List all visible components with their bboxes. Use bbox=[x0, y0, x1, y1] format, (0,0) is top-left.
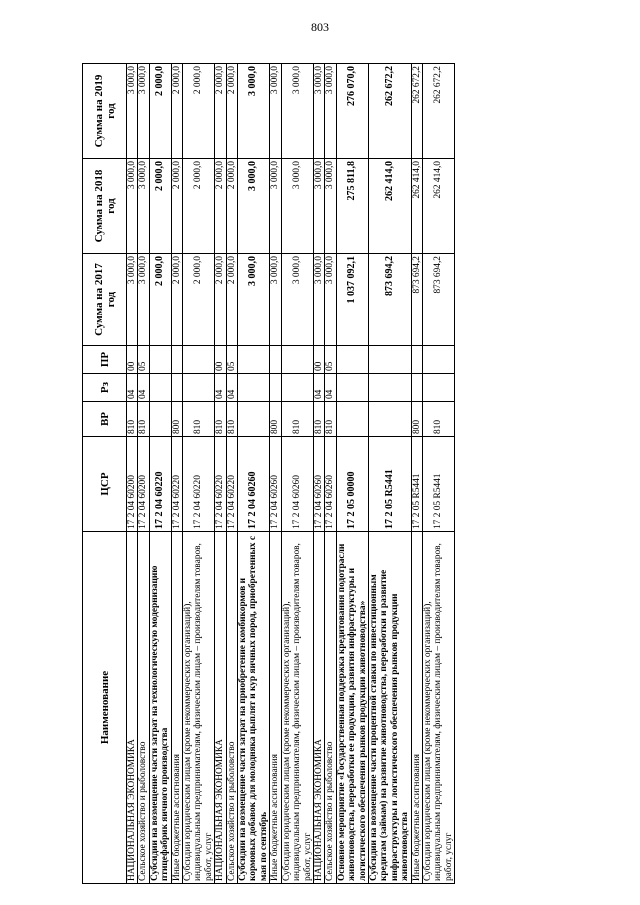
cell-rz bbox=[270, 374, 281, 402]
header-rz: Рз bbox=[83, 374, 127, 402]
cell-csr: 17 2 04 60220 bbox=[171, 437, 182, 532]
cell-sum-2019: 2 000,0 bbox=[171, 64, 182, 159]
cell-pr bbox=[368, 346, 411, 374]
cell-sum-2019: 3 000,0 bbox=[281, 64, 313, 159]
cell-sum-2018: 2 000,0 bbox=[171, 159, 182, 254]
header-vr: ВР bbox=[83, 402, 127, 437]
cell-csr: 17 2 04 60260 bbox=[325, 437, 336, 532]
cell-vr bbox=[149, 402, 171, 437]
cell-sum-2017: 873 694,2 bbox=[368, 254, 411, 346]
cell-sum-2018: 2 000,0 bbox=[215, 159, 226, 254]
cell-sum-2018: 262 414,0 bbox=[368, 159, 411, 254]
cell-rz: 04 bbox=[313, 374, 324, 402]
cell-vr: 810 bbox=[215, 402, 226, 437]
cell-pr: 05 bbox=[325, 346, 336, 374]
cell-sum-2017: 3 000,0 bbox=[127, 254, 138, 346]
cell-rz: 04 bbox=[325, 374, 336, 402]
cell-sum-2019: 3 000,0 bbox=[313, 64, 324, 159]
cell-pr bbox=[422, 346, 454, 374]
cell-rz bbox=[238, 374, 270, 402]
cell-name: Иные бюджетные ассигнования bbox=[411, 532, 422, 884]
cell-pr bbox=[411, 346, 422, 374]
cell-sum-2019: 3 000,0 bbox=[127, 64, 138, 159]
cell-rz: 04 bbox=[226, 374, 237, 402]
cell-rz: 04 bbox=[127, 374, 138, 402]
cell-name: Субсидии на возмещение части затрат на приобретение комбикормов и кормовых добавок для молодняка цыплят и кур яичных пород, приобретенных с мая по сентябрь bbox=[238, 532, 270, 884]
cell-vr: 810 bbox=[281, 402, 313, 437]
cell-pr bbox=[238, 346, 270, 374]
cell-pr: 00 bbox=[127, 346, 138, 374]
cell-rz bbox=[183, 374, 215, 402]
cell-rz bbox=[281, 374, 313, 402]
cell-name: Иные бюджетные ассигнования bbox=[270, 532, 281, 884]
cell-sum-2019: 2 000,0 bbox=[149, 64, 171, 159]
cell-name: Сельское хозяйство и рыболовство bbox=[325, 532, 336, 884]
cell-sum-2019: 276 070,0 bbox=[336, 64, 368, 159]
cell-sum-2019: 3 000,0 bbox=[138, 64, 149, 159]
cell-vr: 800 bbox=[171, 402, 182, 437]
header-sum-2019: Сумма на 2019 год bbox=[83, 64, 127, 159]
table-row bbox=[325, 64, 336, 884]
table-row bbox=[336, 64, 368, 884]
cell-csr: 17 2 04 60260 bbox=[238, 437, 270, 532]
cell-vr: 810 bbox=[138, 402, 149, 437]
cell-sum-2018: 3 000,0 bbox=[313, 159, 324, 254]
cell-vr: 810 bbox=[183, 402, 215, 437]
cell-vr: 800 bbox=[411, 402, 422, 437]
table-row bbox=[171, 64, 182, 884]
cell-pr bbox=[149, 346, 171, 374]
cell-name: Субсидии на возмещение части процентной ставки по инвестиционным кредитам (займам) на развитие животноводства, переработки и развитие инфраструктуры и логистического обеспечения рынков продукции животноводства bbox=[368, 532, 411, 884]
cell-sum-2018: 262 414,0 bbox=[422, 159, 454, 254]
cell-sum-2017: 2 000,0 bbox=[226, 254, 237, 346]
cell-csr: 17 2 04 60200 bbox=[127, 437, 138, 532]
cell-vr: 810 bbox=[226, 402, 237, 437]
cell-csr: 17 2 05 R5441 bbox=[422, 437, 454, 532]
cell-rz bbox=[368, 374, 411, 402]
cell-vr bbox=[238, 402, 270, 437]
cell-rz bbox=[336, 374, 368, 402]
cell-sum-2017: 873 694,2 bbox=[411, 254, 422, 346]
cell-name: Сельское хозяйство и рыболовство bbox=[226, 532, 237, 884]
cell-sum-2018: 3 000,0 bbox=[281, 159, 313, 254]
cell-sum-2018: 3 000,0 bbox=[270, 159, 281, 254]
cell-sum-2017: 3 000,0 bbox=[325, 254, 336, 346]
cell-name: НАЦИОНАЛЬНАЯ ЭКОНОМИКА bbox=[127, 532, 138, 884]
table-row bbox=[127, 64, 138, 884]
cell-csr: 17 2 04 60200 bbox=[138, 437, 149, 532]
table-header-row bbox=[83, 64, 127, 884]
cell-vr: 800 bbox=[270, 402, 281, 437]
header-sum-2017: Сумма на 2017 год bbox=[83, 254, 127, 346]
budget-table bbox=[82, 63, 455, 884]
cell-name: Основное мероприятие «Государственная поддержка кредитования подотрасли животноводства, переработки ее продукции, развития инфраструктуры и логистического обеспечения рынков продукции животноводства» bbox=[336, 532, 368, 884]
cell-csr: 17 2 04 60260 bbox=[270, 437, 281, 532]
table-row bbox=[226, 64, 237, 884]
cell-sum-2018: 2 000,0 bbox=[149, 159, 171, 254]
cell-csr: 17 2 04 60260 bbox=[313, 437, 324, 532]
cell-rz bbox=[171, 374, 182, 402]
table-row bbox=[281, 64, 313, 884]
cell-sum-2018: 2 000,0 bbox=[183, 159, 215, 254]
cell-sum-2017: 3 000,0 bbox=[313, 254, 324, 346]
cell-vr bbox=[368, 402, 411, 437]
cell-pr bbox=[336, 346, 368, 374]
cell-name: Субсидии юридическим лицам (кроме некоммерческих организаций), индивидуальным предпринимателям, физическим лицам – производителям товаров, работ, услуг bbox=[281, 532, 313, 884]
cell-sum-2018: 275 811,8 bbox=[336, 159, 368, 254]
cell-sum-2017: 873 694,2 bbox=[422, 254, 454, 346]
cell-pr: 00 bbox=[313, 346, 324, 374]
cell-pr: 05 bbox=[138, 346, 149, 374]
table-row bbox=[411, 64, 422, 884]
cell-vr: 810 bbox=[313, 402, 324, 437]
cell-csr: 17 2 04 60220 bbox=[215, 437, 226, 532]
cell-name: НАЦИОНАЛЬНАЯ ЭКОНОМИКА bbox=[215, 532, 226, 884]
cell-name: НАЦИОНАЛЬНАЯ ЭКОНОМИКА bbox=[313, 532, 324, 884]
cell-sum-2018: 3 000,0 bbox=[138, 159, 149, 254]
cell-sum-2018: 3 000,0 bbox=[325, 159, 336, 254]
cell-rz bbox=[149, 374, 171, 402]
rotated-table-container bbox=[82, 64, 552, 884]
cell-rz: 04 bbox=[215, 374, 226, 402]
cell-sum-2019: 2 000,0 bbox=[183, 64, 215, 159]
cell-sum-2019: 3 000,0 bbox=[270, 64, 281, 159]
table-row bbox=[313, 64, 324, 884]
table-row bbox=[270, 64, 281, 884]
header-sum-2018: Сумма на 2018 год bbox=[83, 159, 127, 254]
cell-sum-2017: 2 000,0 bbox=[149, 254, 171, 346]
cell-csr: 17 2 05 00000 bbox=[336, 437, 368, 532]
cell-vr: 810 bbox=[422, 402, 454, 437]
cell-pr bbox=[171, 346, 182, 374]
table-row bbox=[422, 64, 454, 884]
table-row bbox=[149, 64, 171, 884]
cell-sum-2017: 2 000,0 bbox=[215, 254, 226, 346]
cell-sum-2019: 2 000,0 bbox=[215, 64, 226, 159]
cell-sum-2019: 2 000,0 bbox=[226, 64, 237, 159]
cell-pr bbox=[281, 346, 313, 374]
cell-sum-2017: 1 037 092,1 bbox=[336, 254, 368, 346]
cell-sum-2018: 2 000,0 bbox=[226, 159, 237, 254]
cell-csr: 17 2 04 60260 bbox=[281, 437, 313, 532]
cell-rz bbox=[411, 374, 422, 402]
header-pr: ПР bbox=[83, 346, 127, 374]
table-row bbox=[183, 64, 215, 884]
cell-vr: 810 bbox=[325, 402, 336, 437]
cell-vr bbox=[336, 402, 368, 437]
table-row bbox=[138, 64, 149, 884]
cell-pr: 00 bbox=[215, 346, 226, 374]
cell-sum-2017: 2 000,0 bbox=[171, 254, 182, 346]
cell-sum-2019: 262 672,2 bbox=[422, 64, 454, 159]
page-number: 803 bbox=[311, 20, 329, 34]
cell-name: Иные бюджетные ассигнования bbox=[171, 532, 182, 884]
cell-pr bbox=[183, 346, 215, 374]
table-row bbox=[368, 64, 411, 884]
cell-csr: 17 2 04 60220 bbox=[183, 437, 215, 532]
cell-pr bbox=[270, 346, 281, 374]
header-csr: ЦСР bbox=[83, 437, 127, 532]
cell-sum-2017: 2 000,0 bbox=[183, 254, 215, 346]
cell-sum-2019: 262 672,2 bbox=[368, 64, 411, 159]
cell-rz bbox=[422, 374, 454, 402]
cell-name: Субсидии юридическим лицам (кроме некоммерческих организаций), индивидуальным предпринимателям, физическим лицам – производителям товаров, работ, услуг bbox=[183, 532, 215, 884]
cell-csr: 17 2 04 60220 bbox=[149, 437, 171, 532]
table-row bbox=[238, 64, 270, 884]
cell-vr: 810 bbox=[127, 402, 138, 437]
cell-name: Субсидии на возмещение части затрат на технологическую модернизацию птицефабрик яичного производства bbox=[149, 532, 171, 884]
cell-sum-2017: 3 000,0 bbox=[281, 254, 313, 346]
cell-csr: 17 2 04 60220 bbox=[226, 437, 237, 532]
table-row bbox=[215, 64, 226, 884]
cell-sum-2017: 3 000,0 bbox=[238, 254, 270, 346]
cell-sum-2017: 3 000,0 bbox=[138, 254, 149, 346]
cell-sum-2017: 3 000,0 bbox=[270, 254, 281, 346]
cell-csr: 17 2 05 R5441 bbox=[368, 437, 411, 532]
cell-sum-2019: 3 000,0 bbox=[238, 64, 270, 159]
cell-name: Сельское хозяйство и рыболовство bbox=[138, 532, 149, 884]
cell-name: Субсидии юридическим лицам (кроме некоммерческих организаций), индивидуальным предпринимателям, физическим лицам – производителям товаров, работ, услуг bbox=[422, 532, 454, 884]
cell-sum-2019: 3 000,0 bbox=[325, 64, 336, 159]
header-name: Наименование bbox=[83, 532, 127, 884]
cell-sum-2018: 3 000,0 bbox=[127, 159, 138, 254]
cell-csr: 17 2 05 R5441 bbox=[411, 437, 422, 532]
cell-rz: 04 bbox=[138, 374, 149, 402]
cell-sum-2018: 3 000,0 bbox=[238, 159, 270, 254]
cell-sum-2019: 262 672,2 bbox=[411, 64, 422, 159]
cell-sum-2018: 262 414,0 bbox=[411, 159, 422, 254]
cell-pr: 05 bbox=[226, 346, 237, 374]
